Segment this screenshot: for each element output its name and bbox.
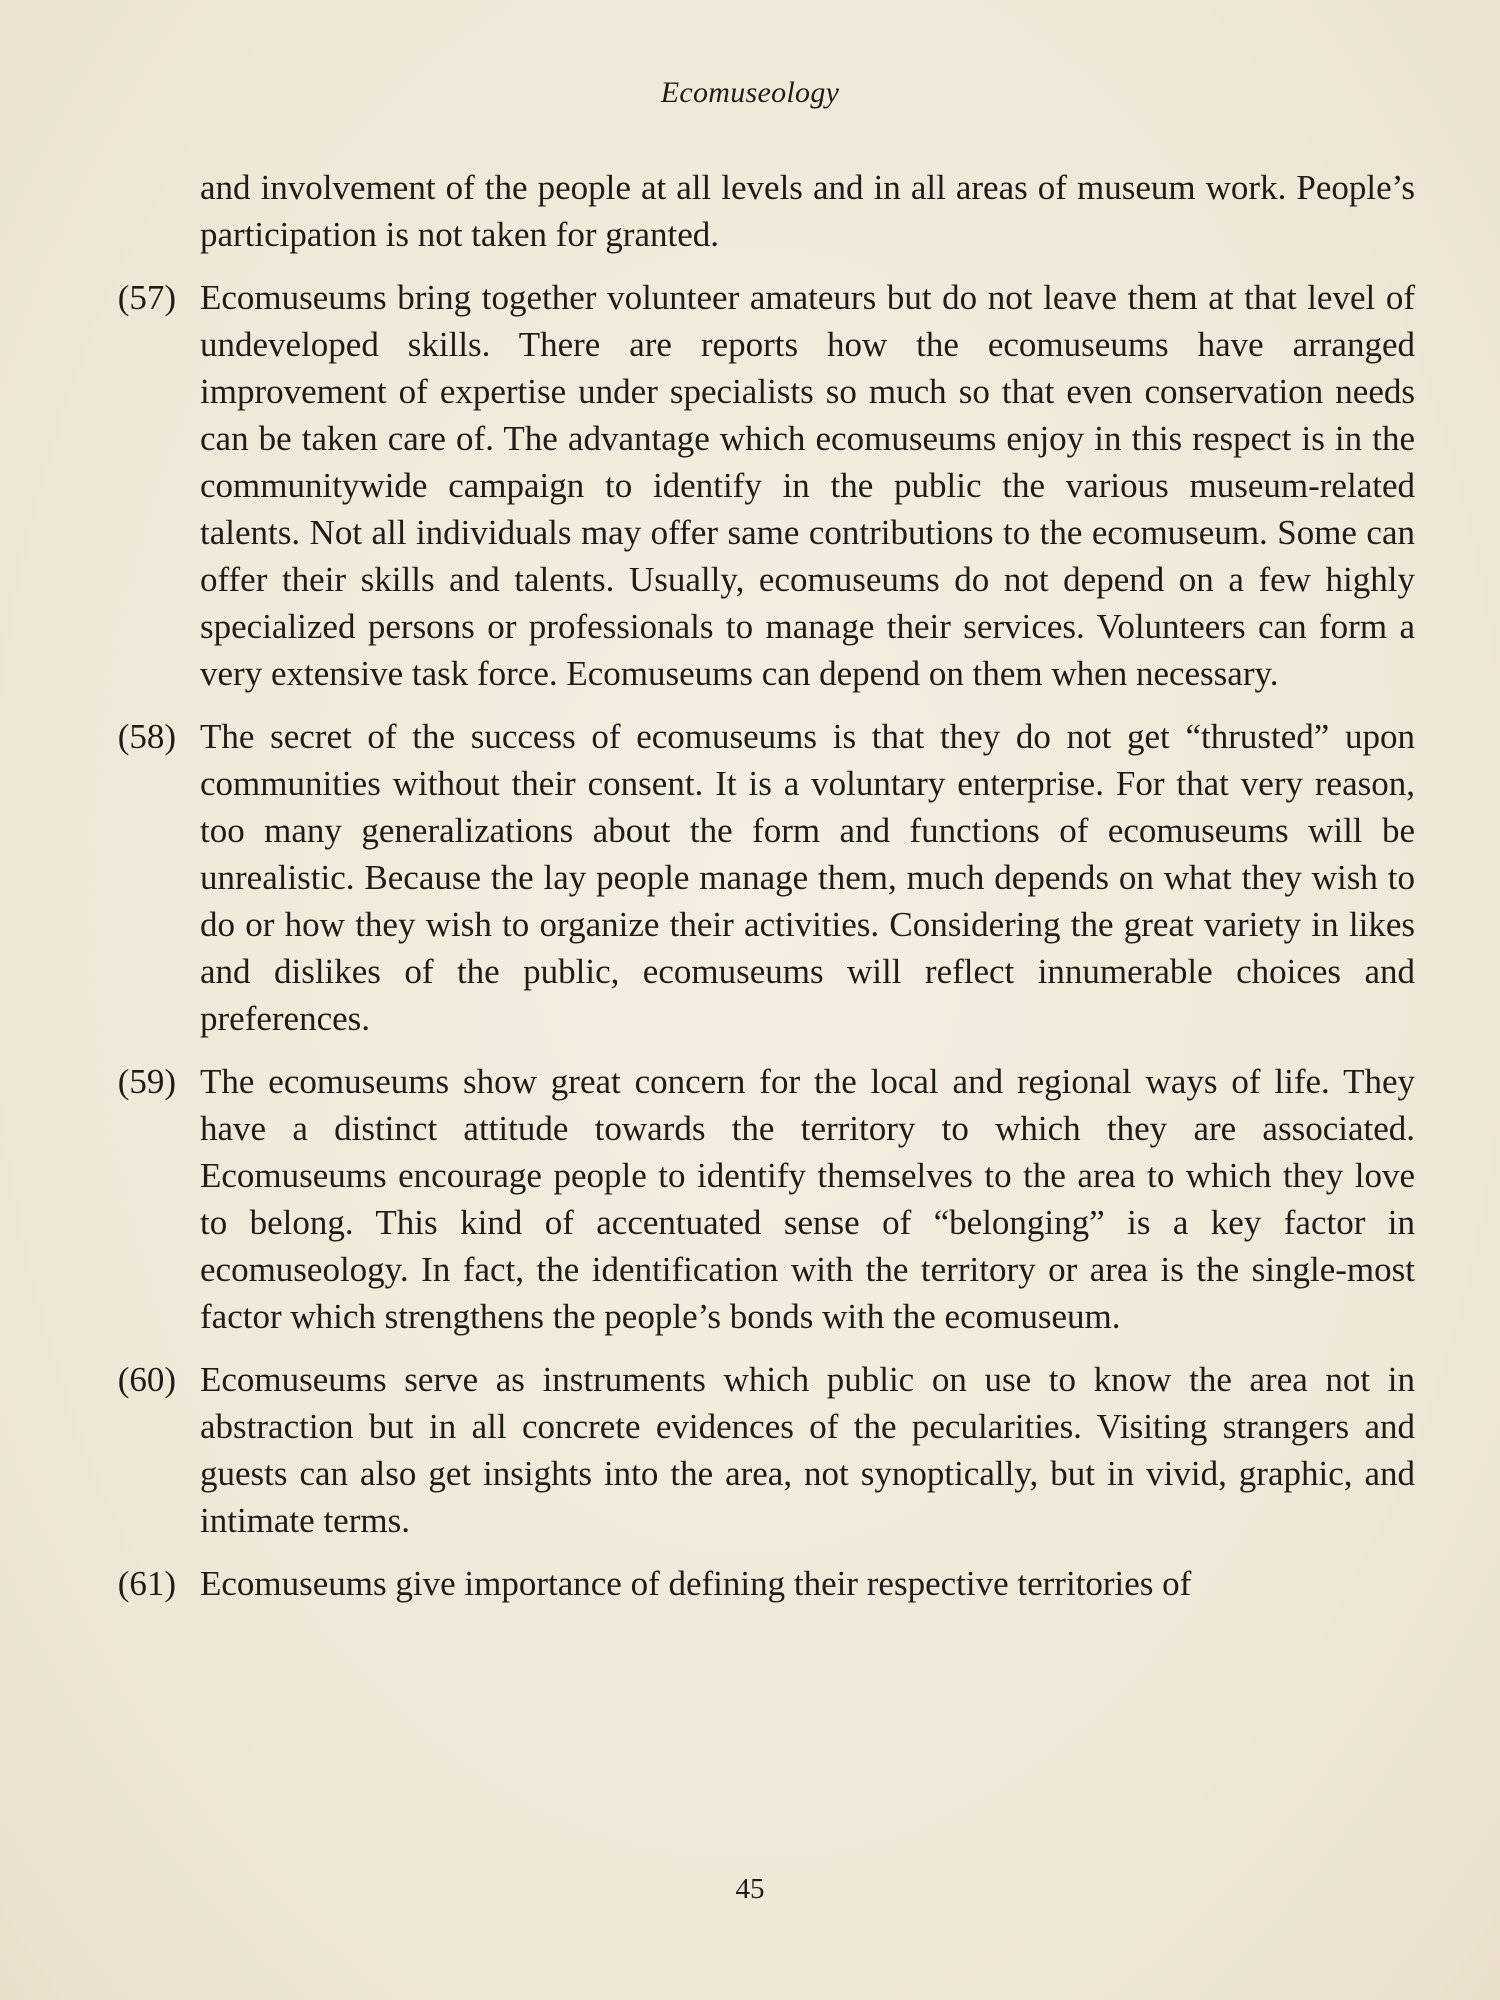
paragraph-number: (59) [117,1062,176,1101]
running-head-title: Ecomuseology [660,76,840,109]
paragraph-number: (61) [117,1564,176,1603]
paragraph-58 [80,713,1415,1042]
paragraph-number: (58) [117,717,176,756]
paragraph-59 [80,1058,1415,1340]
paragraph-61 [80,1560,1415,1607]
paragraph-text: and involvement of the people at all levels and in all areas of museum work. People’s participation is not taken for granted. [200,168,1415,254]
paragraph-text: Ecomuseums serve as instruments which public on use to know the area not in abstraction but in all concrete evidences of the pecularities. Visiting strangers and guests can also get insights into the area, not synoptically, but in vivid, graphic, and intimate terms. [200,1360,1415,1540]
body-text [80,164,1415,1623]
paragraph-text: Ecomuseums give importance of defining their respective territories of [200,1564,1192,1603]
page-number: 45 [735,1873,765,1905]
paragraph-text: The secret of the success of ecomuseums is that they do not get “thrusted” upon communities without their consent. It is a voluntary enterprise. For that very reason, too many generalizations about the form and functions of ecomuseums will be unrealistic. Because the lay people manage them, much depends on what they wish to do or how they wish to organize their activities. Considering the great variety in likes and dislikes of the public, ecomuseums will reflect innumerable choices and preferences. [200,717,1415,1038]
paragraph-text: Ecomuseums bring together volunteer amateurs but do not leave them at that level of undeveloped skills. There are reports how the ecomuseums have arranged improvement of expertise under specialists so much so that even conservation needs can be taken care of. The advantage which ecomuseums enjoy in this respect is in the communitywide campaign to identify in the public the various museum-related talents. Not all individuals may offer same contributions to the ecomuseum. Some can offer their skills and talents. Usually, ecomuseums do not depend on a few highly specialized persons or professionals to manage their services. Volunteers can form a very extensive task force. Ecomuseums can depend on them when necessary. [200,278,1415,693]
paragraph-number: (60) [117,1360,176,1399]
paragraph-continuation [182,164,1415,258]
paragraph-60 [80,1356,1415,1544]
paragraph-text: The ecomuseums show great concern for the local and regional ways of life. They have a distinct attitude towards the territory to which they are associated. Ecomuseums encourage people to identify themselves to the area to which they love to belong. This kind of accentuated sense of “belonging” is a key factor in ecomuseology. In fact, the identification with the territory or area is the single-most factor which strengthens the people’s bonds with the ecomuseum. [200,1062,1415,1336]
paragraph-number: (57) [117,278,176,317]
paragraph-57 [80,274,1415,697]
